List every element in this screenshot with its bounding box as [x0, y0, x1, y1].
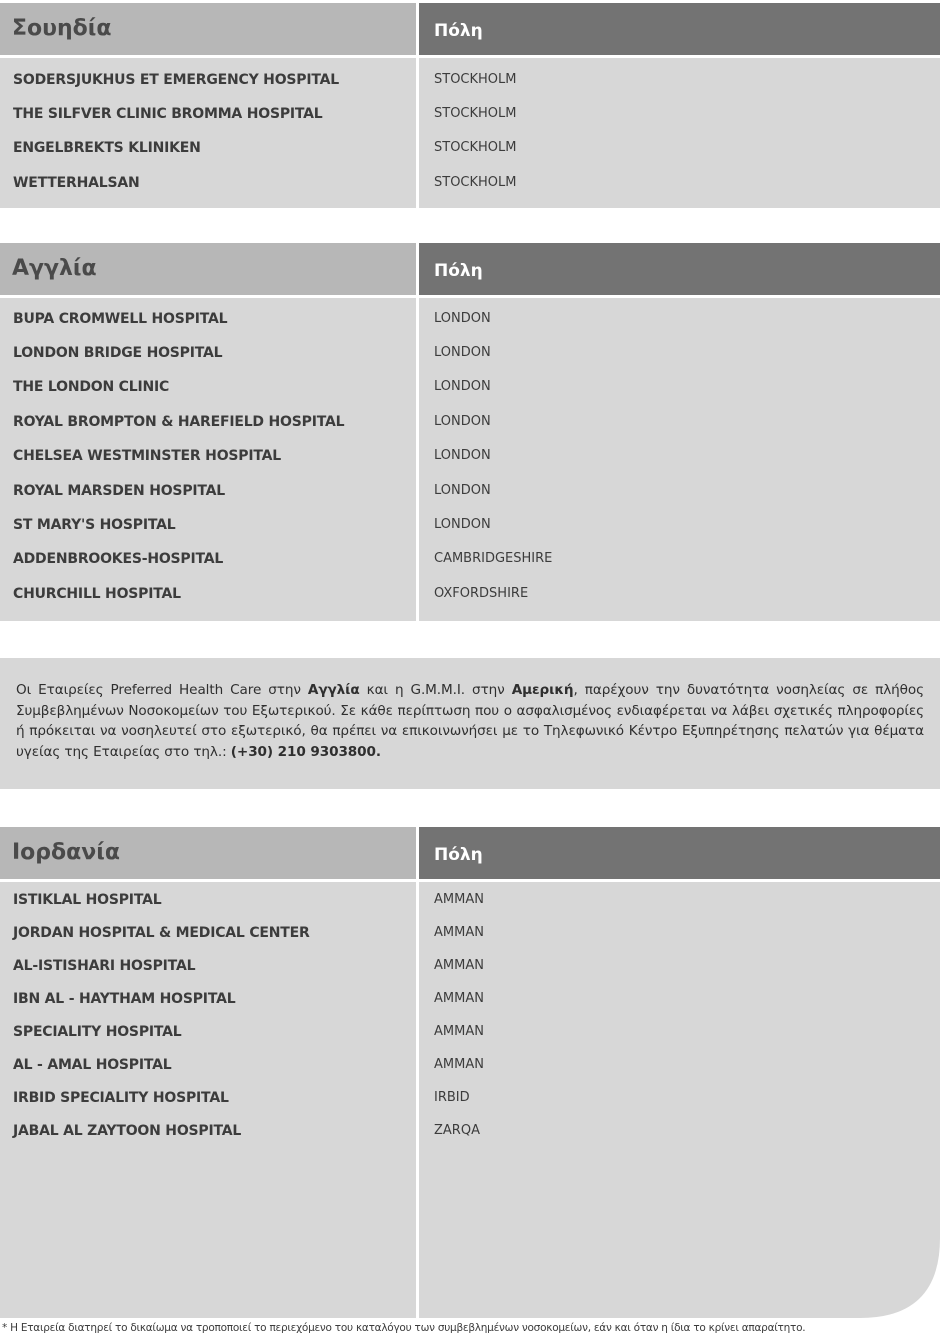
table-row: [0, 949, 940, 983]
table-row: [0, 883, 940, 917]
city-header: Πόλη: [419, 243, 940, 295]
city-name: STOCKHOLM: [434, 72, 517, 87]
hospital-name: JORDAN HOSPITAL & MEDICAL CENTER: [13, 925, 310, 941]
phone-number: (+30) 210 9303800.: [230, 743, 381, 760]
table-row: [0, 439, 940, 473]
table-row: [0, 131, 940, 165]
england-table: [0, 243, 940, 621]
table-row: [0, 336, 940, 370]
city-name: AMMAN: [434, 892, 484, 907]
hospital-name: ST MARY'S HOSPITAL: [13, 517, 176, 533]
header-divider: [0, 55, 940, 58]
hospital-name: THE SILFVER CLINIC BROMMA HOSPITAL: [13, 106, 323, 122]
city-name: STOCKHOLM: [434, 140, 517, 155]
table-row: [0, 302, 940, 336]
hospital-name: CHURCHILL HOSPITAL: [13, 586, 181, 602]
hospital-name: AL-ISTISHARI HOSPITAL: [13, 958, 196, 974]
table-row: [0, 1015, 940, 1049]
city-name: LONDON: [434, 345, 491, 360]
country-header: Αγγλία: [0, 243, 416, 295]
hospital-name: THE LONDON CLINIC: [13, 379, 170, 395]
sweden-table: [0, 3, 940, 208]
table-row: [0, 370, 940, 404]
hospital-name: ROYAL BROMPTON & HAREFIELD HOSPITAL: [13, 414, 345, 430]
city-name: LONDON: [434, 517, 491, 532]
table-row: [0, 474, 940, 508]
header-divider: [0, 295, 940, 298]
city-name: LONDON: [434, 414, 491, 429]
table-row: [0, 916, 940, 950]
hospital-name: IBN AL - HAYTHAM HOSPITAL: [13, 991, 236, 1007]
note-text-part: και η G.M.M.I. στην: [359, 682, 512, 698]
city-name: AMMAN: [434, 1057, 484, 1072]
city-name: ZARQA: [434, 1123, 480, 1138]
city-name: AMMAN: [434, 991, 484, 1006]
table-row: [0, 97, 940, 131]
note-text-part: , παρέχουν την δυνατότητα νοσηλείας σε πλήθος Συμβεβλημένων Νοσοκομείων του Εξωτερικού. Σε κάθε περίπτωση που ο ασφαλισμένος ενδιαφέρεται να λάβει σχετικές πληροφορίες ή πρόκειται να νοσηλευτεί στο εξωτερικό, θα πρέπει να επικοινωνήσει με το Τηλεφωνικό Κέντρο Εξυπηρέτησης πελατών για θέματα υγείας της Εταιρείας στο τηλ.:: [16, 682, 924, 760]
table-row: [0, 577, 940, 611]
table-row: [0, 63, 940, 97]
hospital-name: LONDON BRIDGE HOSPITAL: [13, 345, 223, 361]
note-bold-england: Αγγλία: [307, 682, 360, 698]
city-name: LONDON: [434, 448, 491, 463]
city-name: STOCKHOLM: [434, 175, 517, 190]
hospital-name: SODERSJUKHUS ET EMERGENCY HOSPITAL: [13, 72, 339, 88]
note-text-part: Οι Εταιρείες Preferred Health Care στην: [16, 682, 308, 698]
hospital-name: ADDENBROOKES-HOSPITAL: [13, 551, 224, 567]
jordan-table: [0, 827, 940, 1318]
city-name: STOCKHOLM: [434, 106, 517, 121]
city-name: LONDON: [434, 483, 491, 498]
header-divider: [0, 879, 940, 882]
city-name: LONDON: [434, 311, 491, 326]
info-note-text: [16, 680, 924, 762]
hospital-name: IRBID SPECIALITY HOSPITAL: [13, 1090, 229, 1106]
note-bold-america: Αμερική: [511, 682, 574, 698]
city-header: Πόλη: [419, 3, 940, 55]
hospital-name: BUPA CROMWELL HOSPITAL: [13, 311, 228, 327]
city-name: AMMAN: [434, 958, 484, 973]
table-row: [0, 405, 940, 439]
city-name: AMMAN: [434, 925, 484, 940]
country-header: Σουηδία: [0, 3, 416, 55]
city-name: CAMBRIDGESHIRE: [434, 551, 553, 566]
city-header: Πόλη: [419, 827, 940, 879]
hospital-name: ENGELBREKTS KLINIKEN: [13, 140, 201, 156]
city-name: OXFORDSHIRE: [434, 586, 529, 601]
table-row: [0, 1081, 940, 1115]
country-header: Ιορδανία: [0, 827, 416, 879]
city-name: LONDON: [434, 379, 491, 394]
table-row: [0, 982, 940, 1016]
table-row: [0, 1114, 940, 1148]
hospital-name: WETTERHALSAN: [13, 175, 140, 191]
city-name: AMMAN: [434, 1024, 484, 1039]
hospital-name: AL - AMAL HOSPITAL: [13, 1057, 172, 1073]
table-row: [0, 542, 940, 576]
hospital-name: CHELSEA WESTMINSTER HOSPITAL: [13, 448, 281, 464]
disclaimer-footnote: * Η Εταιρεία διατηρεί το δικαίωμα να τροποποιεί το περιεχόμενο του καταλόγου των συμβεβλημένων νοσοκομείων, εάν και όταν η ίδια το κρίνει απαραίτητο.: [2, 1322, 806, 1334]
hospital-name: ISTIKLAL HOSPITAL: [13, 892, 162, 908]
table-row: [0, 166, 940, 200]
table-row: [0, 508, 940, 542]
table-row: [0, 1048, 940, 1082]
city-name: IRBID: [434, 1090, 470, 1105]
hospital-name: ROYAL MARSDEN HOSPITAL: [13, 483, 226, 499]
hospital-name: SPECIALITY HOSPITAL: [13, 1024, 182, 1040]
hospital-name: JABAL AL ZAYTOON HOSPITAL: [13, 1123, 242, 1139]
info-note: [0, 658, 940, 789]
